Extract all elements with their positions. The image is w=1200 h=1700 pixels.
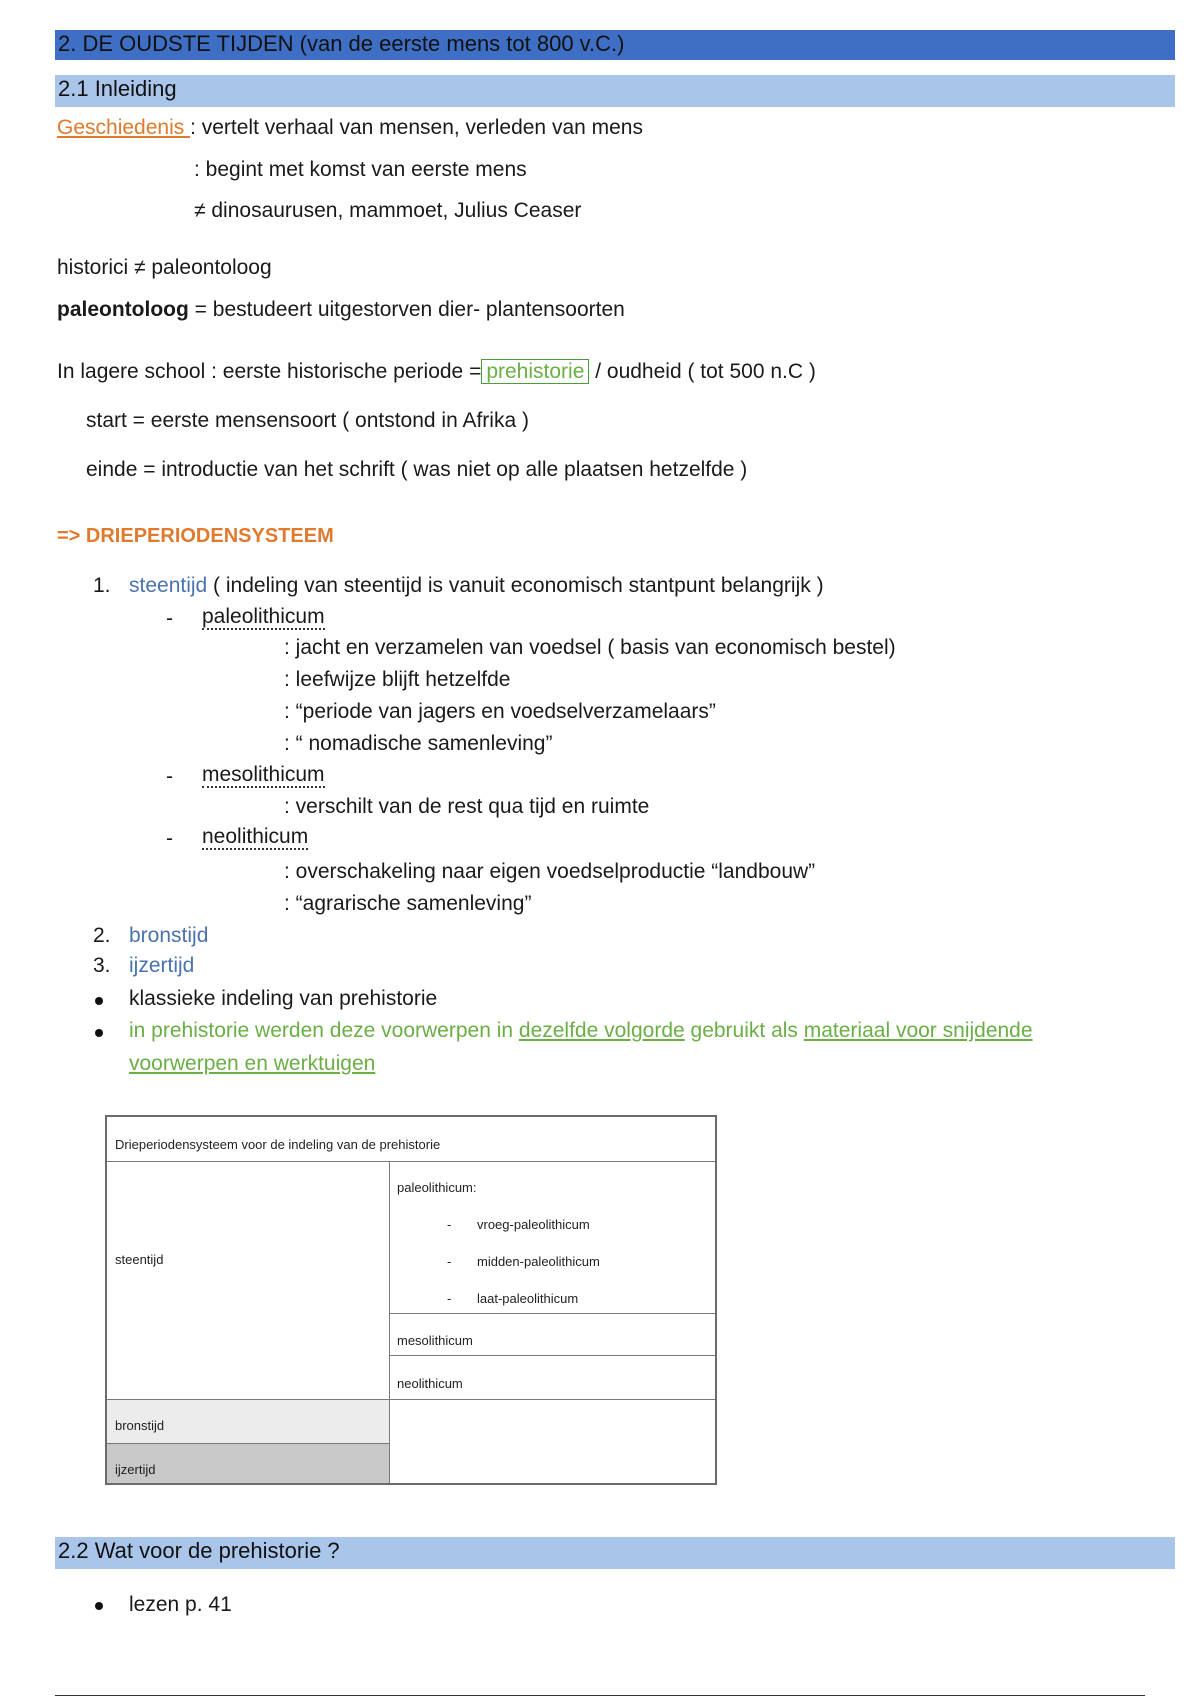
table-line-neo <box>107 1399 715 1400</box>
geschiedenis-line-2: : begint met komst van eerste mens <box>194 158 527 181</box>
paleontoloog-line <box>57 298 625 322</box>
bullet2-underlined-materiaal: materiaal voor snijdende <box>803 1019 1033 1042</box>
einde-line: einde = introductie van het schrift ( was niet op alle plaatsen hetzelfde ) <box>86 458 748 481</box>
neolithicum-term <box>202 825 308 850</box>
bullet2-text-a: in prehistorie werden deze voorwerpen in <box>129 1019 519 1042</box>
bullet-dot-lezen <box>95 1602 103 1610</box>
table-line-brons <box>107 1443 389 1444</box>
table-bronstijd: bronstijd <box>115 1418 165 1433</box>
steentijd-term: steentijd <box>129 574 208 597</box>
bullet-dot-2 <box>95 1029 103 1037</box>
table-dash-2: - <box>447 1254 452 1269</box>
bullet2-underlined-volgorde: dezelfde volgorde <box>518 1019 685 1042</box>
drieperiodensysteem-table <box>105 1115 717 1485</box>
paleontoloog-definition: = bestudeert uitgestorven dier- plantensoorten <box>188 298 625 321</box>
bullet2-underlined-voorwerpen: voorwerpen en werktuigen <box>129 1052 376 1075</box>
section-heading-bar-2-2 <box>55 1537 1175 1569</box>
table-line-paleo <box>389 1313 715 1314</box>
list-number-3: 3. <box>93 954 111 977</box>
list-number-2: 2. <box>93 924 111 947</box>
paleolithicum-line-2: : leefwijze blijft hetzelfde <box>284 668 511 691</box>
steentijd-item <box>129 574 824 598</box>
table-paleolithicum: paleolithicum: <box>397 1180 477 1195</box>
paleolithicum-line-4: : “ nomadische samenleving” <box>284 732 553 755</box>
table-mesolithicum: mesolithicum <box>397 1333 473 1348</box>
table-line-meso <box>389 1355 715 1356</box>
table-dash-3: - <box>447 1291 452 1306</box>
section-heading-2-2: 2.2 Wat voor de prehistorie ? <box>58 1538 340 1563</box>
table-line-caption <box>107 1161 715 1162</box>
table-midden-paleolithicum: midden-paleolithicum <box>477 1254 600 1269</box>
bullet-klassieke-indeling: klassieke indeling van prehistorie <box>129 987 438 1010</box>
section-heading-2-1: 2.1 Inleiding <box>58 76 177 101</box>
table-laat-paleolithicum: laat-paleolithicum <box>477 1291 579 1306</box>
chapter-heading-bar <box>55 30 1175 60</box>
lagere-school-suffix: / oudheid ( tot 500 n.C ) <box>589 360 816 383</box>
table-caption: Drieperiodensysteem voor de indeling van de prehistorie <box>115 1137 441 1152</box>
paleolithicum-line-3: : “periode van jagers en voedselverzamelaars” <box>284 700 716 723</box>
table-line-vertical <box>389 1161 390 1483</box>
lagere-school-text: In lagere school : eerste historische periode = <box>57 360 482 383</box>
lagere-school-line <box>57 360 816 384</box>
page-bottom-rule <box>55 1695 1145 1696</box>
geschiedenis-term: Geschiedenis <box>57 116 191 139</box>
table-neolithicum: neolithicum <box>397 1376 463 1391</box>
dash-paleolithicum: - <box>166 607 173 630</box>
dash-neolithicum: - <box>166 827 173 850</box>
paleolithicum-term <box>202 605 325 630</box>
bullet-prehistorie-volgorde-cont <box>129 1052 375 1076</box>
neolithicum-line-2: : “agrarische samenleving” <box>284 892 532 915</box>
historici-line: historici ≠ paleontoloog <box>57 256 272 279</box>
table-steentijd: steentijd <box>115 1252 164 1267</box>
ijzertijd-term: ijzertijd <box>129 954 195 977</box>
mesolithicum-term <box>202 763 325 788</box>
bullet-prehistorie-volgorde <box>129 1019 1033 1043</box>
geschiedenis-line <box>57 116 643 140</box>
bullet-dot-1 <box>95 997 103 1005</box>
table-dash-1: - <box>447 1217 452 1232</box>
geschiedenis-line-3: ≠ dinosaurusen, mammoet, Julius Ceaser <box>194 199 582 222</box>
neolithicum-label: neolithicum <box>202 826 308 850</box>
section-heading-bar-2-1 <box>55 75 1175 107</box>
paleolithicum-line-1: : jacht en verzamelen van voedsel ( basis van economisch bestel) <box>284 636 896 659</box>
prehistorie-boxed-term: prehistorie <box>481 359 589 384</box>
start-line: start = eerste mensensoort ( ontstond in Afrika ) <box>86 409 529 432</box>
bullet2-text-b: gebruikt als <box>684 1019 804 1042</box>
mesolithicum-label: mesolithicum <box>202 764 325 788</box>
mesolithicum-line-1: : verschilt van de rest qua tijd en ruimte <box>284 795 650 818</box>
neolithicum-line-1: : overschakeling naar eigen voedselproductie “landbouw” <box>284 860 816 883</box>
bullet-lezen: lezen p. 41 <box>129 1593 232 1616</box>
chapter-heading: 2. DE OUDSTE TIJDEN (van de eerste mens tot 800 v.C.) <box>58 31 625 56</box>
list-number-1: 1. <box>93 574 111 597</box>
table-ijzertijd: ijzertijd <box>115 1462 156 1477</box>
drieperiodensysteem-heading: => DRIEPERIODENSYSTEEM <box>57 525 334 547</box>
bronstijd-term: bronstijd <box>129 924 209 947</box>
paleontoloog-term: paleontoloog <box>57 298 189 321</box>
dash-mesolithicum: - <box>166 765 173 788</box>
table-vroeg-paleolithicum: vroeg-paleolithicum <box>477 1217 590 1232</box>
steentijd-note: ( indeling van steentijd is vanuit economisch stantpunt belangrijk ) <box>207 574 824 597</box>
paleolithicum-label: paleolithicum <box>202 606 325 630</box>
geschiedenis-definition: : vertelt verhaal van mensen, verleden van mens <box>190 116 643 139</box>
